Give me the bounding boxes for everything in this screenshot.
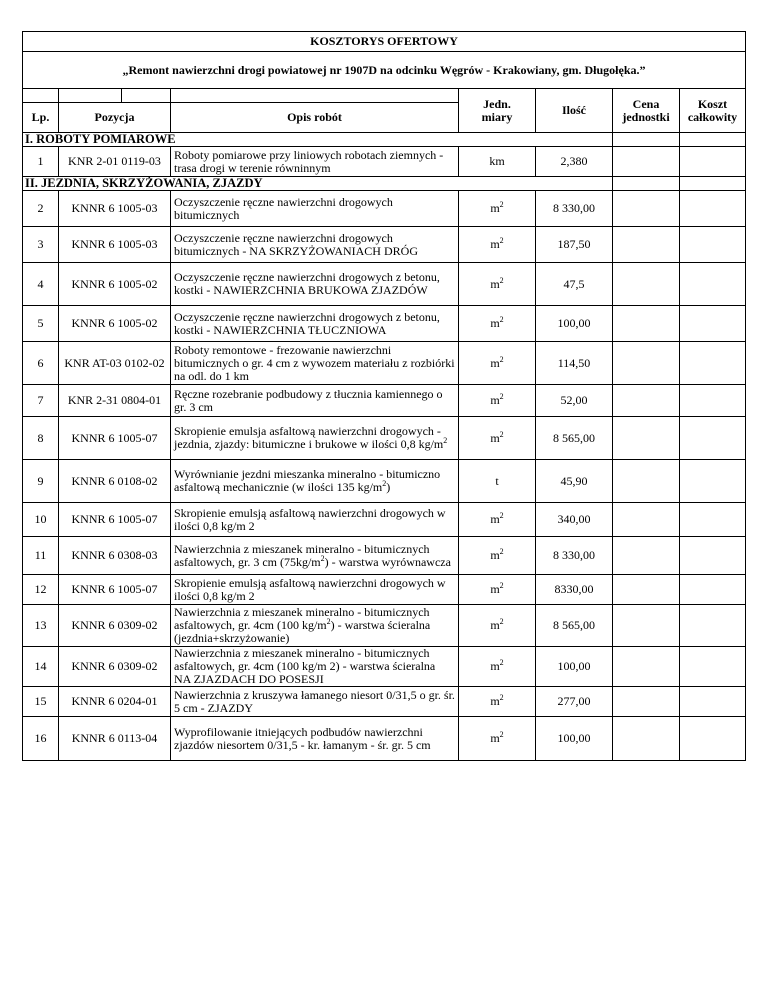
row-description: Skropienie emulsją asfaltową nawierzchni drogowych w ilości 0,8 kg/m 2: [171, 575, 459, 605]
row-description-superscript: 2: [382, 479, 387, 488]
row-description: Oczyszczenie ręczne nawierzchni drogowych bitumicznych: [171, 191, 459, 227]
row-unit-superscript: 2: [499, 200, 504, 209]
row-unit-price: [613, 647, 680, 687]
row-description: Oczyszczenie ręczne nawierzchni drogowych z betonu, kostki - NAWIERZCHNIA BRUKOWA ZJAZDÓW: [171, 263, 459, 306]
row-total-cost: [680, 537, 746, 575]
row-description: Skropienie emulsją asfaltową nawierzchni drogowych w ilości 0,8 kg/m 2: [171, 503, 459, 537]
row-unit-text: m: [490, 731, 500, 745]
row-description: Oczyszczenie ręczne nawierzchni drogowych z betonu, kostki - NAWIERZCHNIA TŁUCZNIOWA: [171, 306, 459, 342]
row-unit-price: [613, 227, 680, 263]
row-unit: [459, 537, 536, 575]
empty-cost-cell: [680, 133, 746, 147]
row-unit-text: m: [490, 430, 500, 445]
row-quantity: 47,5: [536, 263, 613, 306]
row-position-code: KNNR 6 0309-02: [59, 647, 171, 687]
col-header-description: Opis robót: [171, 103, 459, 133]
row-unit-price: [613, 263, 680, 306]
row-unit-price: [613, 687, 680, 717]
row-unit: [459, 647, 536, 687]
row-unit-text: m: [490, 548, 500, 562]
row-quantity: 100,00: [536, 647, 613, 687]
row-position-code: KNNR 6 0308-03: [59, 537, 171, 575]
header-spacer-cell: [171, 89, 459, 103]
row-unit: [459, 147, 536, 177]
row-unit-text: m: [490, 201, 500, 215]
row-description: [171, 460, 459, 503]
row-unit-superscript: 2: [499, 354, 504, 364]
row-unit: [459, 342, 536, 385]
row-unit-superscript: 2: [499, 236, 504, 245]
col-header-total-cost: Koszt całkowity: [680, 89, 746, 133]
row-unit: [459, 717, 536, 761]
row-description-text-end: ) - warstwa ścieralna (jezdnia+skrzyżowanie): [174, 618, 431, 645]
row-lp: 3: [23, 227, 59, 263]
row-description-superscript: 2: [443, 436, 448, 445]
row-position-code: KNNR 6 0204-01: [59, 687, 171, 717]
row-unit-superscript: 2: [499, 392, 504, 401]
row-total-cost: [680, 342, 746, 385]
row-lp: 6: [23, 342, 59, 385]
row-lp: 15: [23, 687, 59, 717]
row-description: [171, 605, 459, 647]
row-unit-text: m: [490, 618, 500, 632]
row-total-cost: [680, 263, 746, 306]
row-unit-text: m: [490, 694, 500, 708]
row-lp: 2: [23, 191, 59, 227]
row-unit-text: km: [489, 154, 505, 168]
row-quantity: 187,50: [536, 227, 613, 263]
row-description: Roboty remontowe - frezowanie nawierzchni bitumicznych o gr. 4 cm z wywozem materiału z rozbiórki na odl. do 1 km: [171, 342, 459, 385]
row-unit-text: t: [495, 473, 499, 488]
row-total-cost: [680, 717, 746, 761]
row-unit: [459, 227, 536, 263]
row-unit-superscript: 2: [499, 511, 504, 520]
row-unit-price: [613, 385, 680, 417]
row-description: Ręczne rozebranie podbudowy z tłucznia kamiennego o gr. 3 cm: [171, 385, 459, 417]
row-unit-superscript: 2: [499, 547, 504, 556]
row-quantity: 8 330,00: [536, 537, 613, 575]
section-heading-row: [23, 177, 746, 191]
header-spacer-cell: [122, 89, 171, 103]
row-lp: 9: [23, 460, 59, 503]
section-title: I. ROBOTY POMIAROWE: [23, 133, 613, 147]
row-position-code: KNR 2-01 0119-03: [59, 147, 171, 177]
row-position-code: KNNR 6 0309-02: [59, 605, 171, 647]
row-position-code: KNNR 6 1005-03: [59, 191, 171, 227]
table-row: [23, 575, 746, 605]
row-description: Roboty pomiarowe przy liniowych robotach ziemnych - trasa drogi w terenie równinnym: [171, 147, 459, 177]
table-row: [23, 417, 746, 460]
row-total-cost: [680, 687, 746, 717]
col-header-unit: Jedn. miary: [459, 89, 536, 133]
row-unit-superscript: 2: [499, 275, 504, 285]
row-position-code: KNNR 6 1005-07: [59, 575, 171, 605]
row-unit-price: [613, 306, 680, 342]
row-unit-price: [613, 417, 680, 460]
row-position-code: KNNR 6 0108-02: [59, 460, 171, 503]
empty-price-cell: [613, 177, 680, 191]
row-position-code: KNNR 6 1005-03: [59, 227, 171, 263]
empty-price-cell: [613, 133, 680, 147]
row-unit: [459, 263, 536, 306]
table-row: [23, 717, 746, 761]
row-position-code: KNR AT-03 0102-02: [59, 342, 171, 385]
row-lp: 1: [23, 147, 59, 177]
table-row: [23, 503, 746, 537]
row-quantity: 2,380: [536, 147, 613, 177]
row-total-cost: [680, 647, 746, 687]
row-description: [171, 537, 459, 575]
row-unit-superscript: 2: [499, 429, 504, 439]
row-unit-text: m: [490, 582, 500, 596]
row-unit: [459, 191, 536, 227]
table-row: [23, 227, 746, 263]
row-total-cost: [680, 575, 746, 605]
row-total-cost: [680, 227, 746, 263]
row-unit-text: m: [490, 659, 500, 673]
row-unit-price: [613, 503, 680, 537]
row-description-text: Skropienie emulsja asfaltową nawierzchni drogowych - jezdnia, zjazdy: bitumiczne i brukowe w ilości 0,8 kg/m: [174, 424, 444, 451]
row-unit-superscript: 2: [499, 730, 504, 739]
row-unit-text: m: [490, 316, 500, 330]
row-unit-price: [613, 605, 680, 647]
col-header-lp: Lp.: [23, 103, 59, 133]
row-quantity: 277,00: [536, 687, 613, 717]
col-header-quantity: Ilość: [536, 89, 613, 133]
table-row: [23, 385, 746, 417]
col-header-unit-price: Cena jednostki: [613, 89, 680, 133]
row-position-code: KNNR 6 1005-02: [59, 263, 171, 306]
row-unit-text: m: [490, 237, 500, 251]
row-description: Nawierzchnia z kruszywa łamanego niesort 0/31,5 o gr. śr. 5 cm - ZJAZDY: [171, 687, 459, 717]
row-total-cost: [680, 605, 746, 647]
row-unit-price: [613, 717, 680, 761]
row-unit-superscript: 2: [499, 617, 504, 626]
row-position-code: KNNR 6 1005-07: [59, 503, 171, 537]
row-unit: [459, 460, 536, 503]
header-spacer-cell: [59, 89, 122, 103]
row-unit-superscript: 2: [499, 581, 504, 590]
row-lp: 8: [23, 417, 59, 460]
row-description-text-end: ): [386, 480, 391, 494]
table-row: [23, 605, 746, 647]
table-row: [23, 263, 746, 306]
row-unit-price: [613, 460, 680, 503]
section-heading-row: [23, 133, 746, 147]
row-lp: 13: [23, 605, 59, 647]
row-unit-price: [613, 342, 680, 385]
row-description-text: Wyrównianie jezdni mieszanka mineralno - bitumiczno asfaltową mechanicznie (w ilości 135 kg/m: [174, 467, 441, 494]
row-description: [171, 417, 459, 460]
row-position-code: KNNR 6 0113-04: [59, 717, 171, 761]
row-quantity: 8 330,00: [536, 191, 613, 227]
row-unit-price: [613, 147, 680, 177]
table-row: [23, 647, 746, 687]
row-total-cost: [680, 385, 746, 417]
row-description-text-end: ) - warstwa wyrównawcza: [324, 554, 451, 569]
row-quantity: 45,90: [536, 460, 613, 503]
row-unit: [459, 306, 536, 342]
row-unit-text: m: [490, 512, 500, 526]
row-total-cost: [680, 306, 746, 342]
row-lp: 5: [23, 306, 59, 342]
row-unit-text: m: [490, 393, 500, 407]
row-unit-superscript: 2: [499, 658, 504, 667]
row-position-code: KNNR 6 1005-07: [59, 417, 171, 460]
col-header-position: Pozycja: [59, 103, 171, 133]
row-unit-superscript: 2: [499, 315, 504, 324]
row-quantity: 8330,00: [536, 575, 613, 605]
row-total-cost: [680, 503, 746, 537]
row-lp: 4: [23, 263, 59, 306]
row-description-superscript: 2: [320, 553, 325, 563]
table-row: [23, 147, 746, 177]
row-description-text: Nawierzchnia z mieszanek mineralno - bitumicznych asfaltowych, gr. 4cm (100 kg/m: [174, 605, 430, 632]
table-row: [23, 537, 746, 575]
row-total-cost: [680, 191, 746, 227]
row-lp: 14: [23, 647, 59, 687]
row-unit: [459, 605, 536, 647]
row-lp: 11: [23, 537, 59, 575]
document-title: KOSZTORYS OFERTOWY: [23, 32, 746, 52]
row-quantity: 52,00: [536, 385, 613, 417]
table-row: [23, 191, 746, 227]
row-unit-price: [613, 537, 680, 575]
row-lp: 12: [23, 575, 59, 605]
row-quantity: 100,00: [536, 306, 613, 342]
section-title: II. JEZDNIA, SKRZYŻOWANIA, ZJAZDY: [23, 177, 613, 191]
row-unit: [459, 575, 536, 605]
row-quantity: 8 565,00: [536, 605, 613, 647]
row-position-code: KNR 2-31 0804-01: [59, 385, 171, 417]
row-unit: [459, 687, 536, 717]
row-quantity: 340,00: [536, 503, 613, 537]
row-unit-text: m: [490, 276, 500, 291]
document-subtitle: „Remont nawierzchni drogi powiatowej nr 1907D na odcinku Węgrów - Krakowiany, gm. Długołęka.”: [23, 52, 746, 89]
row-position-code: KNNR 6 1005-02: [59, 306, 171, 342]
row-description: Wyprofilowanie itniejących podbudów nawierzchni zjazdów niesortem 0/31,5 - kr. łamanym - śr. gr. 5 cm: [171, 717, 459, 761]
row-total-cost: [680, 460, 746, 503]
row-description: Nawierzchnia z mieszanek mineralno - bitumicznych asfaltowych, gr. 4cm (100 kg/m 2) - warstwa ścieralna NA ZJAZDACH DO POSESJI: [171, 647, 459, 687]
empty-cost-cell: [680, 177, 746, 191]
row-quantity: 8 565,00: [536, 417, 613, 460]
row-description-superscript: 2: [326, 617, 331, 626]
row-total-cost: [680, 417, 746, 460]
row-lp: 10: [23, 503, 59, 537]
cost-estimate-table: [22, 31, 746, 761]
row-unit-text: m: [490, 355, 500, 370]
table-row: [23, 306, 746, 342]
row-quantity: 100,00: [536, 717, 613, 761]
row-description: Oczyszczenie ręczne nawierzchni drogowych bitumicznych - NA SKRZYŻOWANIACH DRÓG: [171, 227, 459, 263]
table-row: [23, 687, 746, 717]
row-unit: [459, 503, 536, 537]
table-row: [23, 342, 746, 385]
row-unit-price: [613, 575, 680, 605]
row-unit: [459, 417, 536, 460]
row-lp: 16: [23, 717, 59, 761]
table-row: [23, 460, 746, 503]
row-unit-superscript: 2: [499, 693, 504, 702]
row-description-text: Nawierzchnia z mieszanek mineralno - bitumicznych asfaltowych, gr. 3 cm (75kg/m: [174, 541, 430, 569]
row-unit: [459, 385, 536, 417]
row-lp: 7: [23, 385, 59, 417]
header-spacer-cell: [23, 89, 59, 103]
row-total-cost: [680, 147, 746, 177]
row-unit-price: [613, 191, 680, 227]
row-quantity: 114,50: [536, 342, 613, 385]
